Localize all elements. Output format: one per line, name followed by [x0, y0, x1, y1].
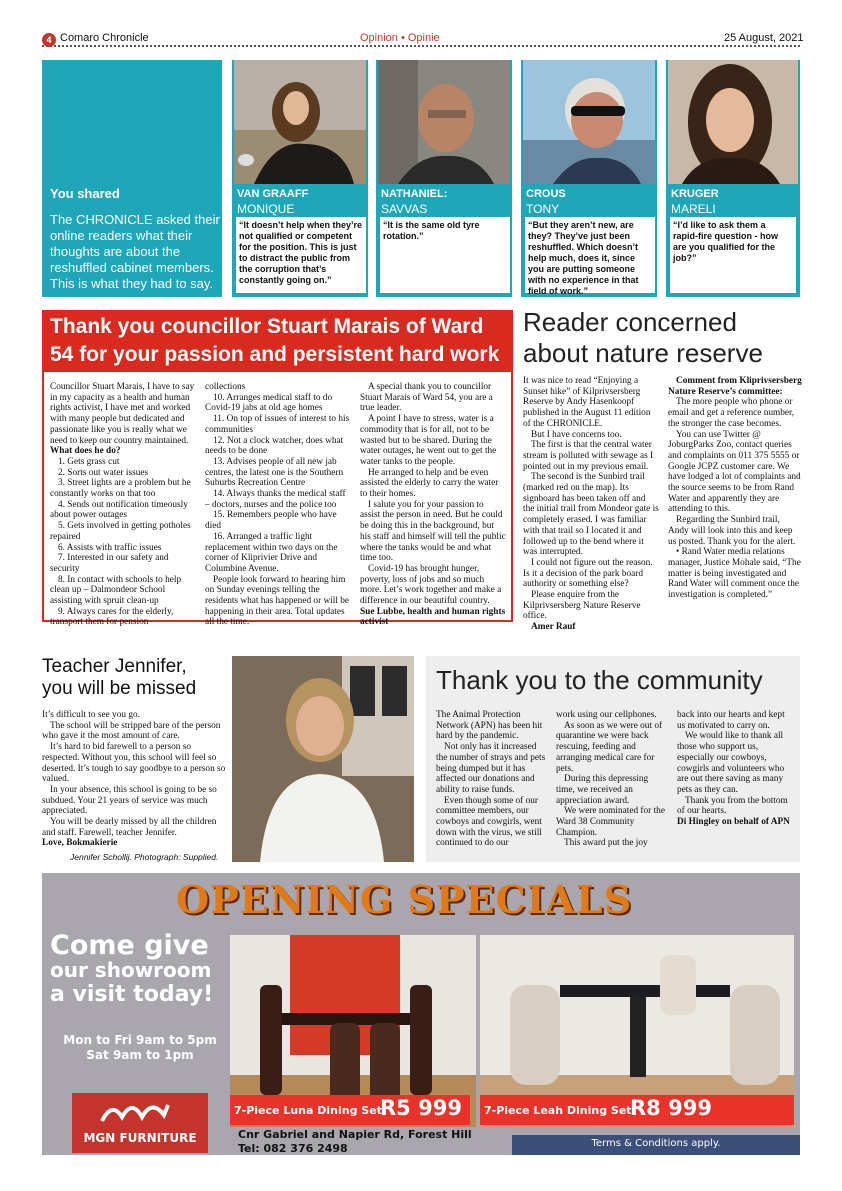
- paragraph: Covid-19 has brought hunger, poverty, loss of jobs and so much more. Let’s work together and make a difference in our beautiful country.: [360, 563, 502, 607]
- photo-van-graaff: [234, 60, 366, 184]
- signature: Love, Bokmakierie: [42, 838, 118, 849]
- paragraph: During this depressing time, we received an appreciation award.: [556, 774, 649, 806]
- publication-name: Comaro Chronicle: [60, 32, 149, 44]
- signature: Sue Lubbe, health and human rights activist: [360, 606, 506, 628]
- person-surname: CROUS: [526, 188, 566, 200]
- paragraph: It’s difficult to see you go.: [42, 710, 140, 720]
- teacher-headline: [42, 656, 222, 700]
- photo-jennifer: [232, 656, 414, 862]
- you-shared-title: You shared: [50, 186, 120, 201]
- paragraph: Regarding the Sunbird trail, Andy will look into this and keep us posted. Thank you for the alert.: [668, 515, 796, 547]
- person-surname: VAN GRAAFF: [237, 188, 309, 200]
- paragraph: The first is that the central water stream is polluted with sewage as I pointed out in my previous email.: [523, 440, 654, 472]
- list-item: 16. Arranged a traffic light replacement within two days on the corner of Kliprivier Drive and Columbine Avenue.: [205, 531, 338, 574]
- photo-kruger: [668, 60, 798, 184]
- reader-column-1: [523, 376, 659, 633]
- community-column-1: [436, 710, 548, 849]
- list-item: 12. Not a clock watcher, does what needs to be done: [205, 435, 344, 457]
- person-firstname: MARELI: [671, 202, 716, 216]
- list-item: collections: [205, 382, 246, 392]
- person-firstname: MONIQUE: [237, 202, 295, 216]
- issue-date: 25 August, 2021: [724, 32, 804, 44]
- list-item: 11. On top of issues of interest to his communities: [205, 414, 350, 435]
- luna-price-bar: [230, 1095, 470, 1125]
- paragraph: Thank you from the bottom of our hearts.: [677, 795, 788, 817]
- person-quote: “It is the same old tyre rotation.”: [380, 217, 510, 293]
- person-firstname: TONY: [526, 202, 560, 216]
- paragraph: Councillor Stuart Marais, I have to say in my capacity as a health and human rights activist, I have met and worked with many people but dedicated and passionate like you is really what we need to keep our country maintained.: [50, 382, 195, 446]
- list-item: 3. Street lights are a problem but he constantly works on that too: [50, 478, 191, 500]
- community-headline: Thank you to the community: [436, 665, 763, 695]
- address-line: Cnr Gabriel and Napier Rd, Forest Hill: [238, 1128, 472, 1141]
- paragraph: People look forward to hearing him on Sunday evenings telling the residents what has happened or will be happening in their area. Total updates all the time.: [205, 574, 350, 628]
- person-surname: NATHANIEL:: [381, 188, 448, 200]
- page-number: 4: [42, 33, 56, 47]
- paragraph: We were nominated for the Ward 38 Community Champion.: [556, 806, 665, 838]
- paragraph: I could not figure out the reason. Is it a decision of the park board authority or something else?: [523, 557, 653, 590]
- paragraph: It’s hard to bid farewell to a person so respected. Without you, this school will feel so deserted. It’s tough to say goodbye to a person so valued.: [42, 742, 226, 785]
- paragraph: This award put the joy: [564, 838, 648, 849]
- teacher-headline-text: Teacher Jennifer, you will be missed: [42, 656, 197, 699]
- paragraph: He arranged to help and be even assisted the elderly to carry the water to their homes.: [360, 467, 499, 500]
- list-item: 2. Sorts out water issues: [58, 467, 149, 478]
- tagline-line-3: a visit today!: [50, 982, 214, 1007]
- paragraph: Please enquire from the Kilprivsersberg Nature Reserve office.: [523, 590, 641, 622]
- list-item: 6. Assists with traffic issues: [58, 542, 162, 553]
- you-shared-intro: The CHRONICLE asked their online readers what their thoughts are about the reshuffled cabinet members. This is what they had to say.: [50, 212, 220, 291]
- teacher-body: [42, 710, 226, 849]
- showroom-address: [238, 1128, 472, 1156]
- leah-label: 7-Piece Leah Dining Set:: [484, 1104, 636, 1117]
- paragraph: Not only has it increased the number of strays and pets being dumped but it has affected our donations and ability to raise funds.: [436, 742, 546, 795]
- paragraph: I salute you for your passion to assist the person in need. But he could be doing this in the background, but his staff and himself will tell the public where the tanks would be and what time too.: [360, 499, 506, 564]
- marais-headline: Thank you councillor Stuart Marais of Ward 54 for your passion and persistent hard work: [50, 315, 500, 366]
- leah-price: R8 999: [630, 1096, 712, 1120]
- opening-hours: [55, 1033, 225, 1063]
- paragraph: back into our hearts and kept us motivated to carry on.: [677, 710, 785, 731]
- photo-nathaniel: [378, 60, 510, 184]
- paragraph: • Rand Water media relations manager, Justice Mohale said, “The matter is being investigated and Rand Water will comment once the investigation is completed.”: [668, 547, 801, 601]
- list-item: 8. In contact with schools to help clean up – Dalmondeor School assisting with spruit clean-up: [50, 574, 182, 607]
- photo-crous: [523, 60, 655, 184]
- paragraph: The Animal Protection Network (APN) has been hit hard by the pandemic.: [436, 710, 543, 742]
- subheading: Comment from Kliprivsersberg Nature Reserve’s committee:: [668, 376, 802, 397]
- advert-tagline: [50, 932, 228, 1008]
- marais-column-2: [205, 382, 351, 628]
- list-item: 1. Gets grass cut: [58, 456, 120, 467]
- section-name: Opinion • Opinie: [360, 32, 440, 44]
- marais-column-3: [360, 382, 506, 628]
- list-item: 14. Always thanks the medical staff – doctors, nurses and the police too: [205, 489, 346, 510]
- list-item: 7. Interested in our safety and security: [50, 553, 169, 574]
- list-item: 9. Always cares for the elderly, transport them for pension: [50, 606, 174, 628]
- paragraph: In your absence, this school is going to be so subdued. Your 21 years of service was much appreciated.: [42, 784, 217, 817]
- paragraph: Even though some of our committee members, our cowboys and cowgirls, went down with the virus, we still continued to do our: [436, 795, 542, 849]
- header-rule: [42, 45, 800, 48]
- marais-column-1: [50, 382, 196, 628]
- photo-caption: Jennifer Schollij. Photograph: Supplied.: [70, 852, 219, 862]
- paragraph: The more people who phone or email and get a reference number, the stronger the case becomes.: [668, 397, 795, 429]
- paragraph: You can use Twitter @ JoburgParks Zoo, contact queries and complaints on 011 375 5555 or Google JCPZ customer care. We have lodged a lot of complaints and the source seems to be from Rand Water and apparently they are attending to this.: [668, 429, 801, 515]
- tagline-line-2: our showroom: [50, 958, 212, 982]
- advert-headline: OPENING SPECIALS: [176, 877, 633, 922]
- person-quote: “It doesn’t help when they’re not qualified or competent for the position. This is just to distract the public from the corruption that’s constantly going on.”: [236, 217, 366, 293]
- list-item: 15. Remembers people who have died: [205, 510, 337, 532]
- paragraph: The second is the Sunbird trail (marked red on the map). Its signboard has been taken off and the initial trail from Mondeor gate is completely erased. I was familiar with that trail so I located it and followed up to the bend where it was interrupted.: [523, 472, 659, 558]
- leah-price-bar: [480, 1095, 794, 1125]
- signature: Amer Rauf: [531, 622, 576, 633]
- paragraph: We would like to thank all those who support us, especially our cowboys, cowgirls and volunteers who are out there saving as many pets as they can.: [677, 731, 785, 795]
- subheading: What does he do?: [50, 446, 121, 457]
- tagline-line-1: Come give: [50, 930, 209, 961]
- hours-weekday: Mon to Fri 9am to 5pm: [63, 1033, 217, 1047]
- person-quote: “But they aren’t new, are they? They’ve just been reshuffled. Which doesn’t help much, does it, since you are putting someone with no experience in that field of work.”: [525, 217, 655, 293]
- community-column-3: [677, 710, 793, 828]
- paragraph: work using our cellphones.: [556, 710, 657, 720]
- terms-text: Terms & Conditions apply.: [591, 1138, 721, 1149]
- logo-text: MGN FURNITURE: [83, 1131, 197, 1145]
- list-item: 5. Gets involved in getting potholes repaired: [50, 521, 191, 542]
- paragraph: But I have concerns too.: [531, 429, 622, 440]
- list-item: 13. Advises people of all new jab centres, the latest one is the Southern Suburbs Recreation Centre: [205, 456, 344, 489]
- hours-saturday: Sat 9am to 1pm: [86, 1048, 194, 1062]
- paragraph: A point I have to stress, water is a commodity that is for all, not to be wasted but to be shared. During the water outages, he went out to get the water tanks to the people.: [360, 414, 497, 467]
- reader-headline: Reader concerned about nature reserve: [523, 307, 763, 368]
- reader-column-2: [668, 376, 802, 601]
- person-surname: KRUGER: [671, 188, 719, 200]
- telephone: Tel: 082 376 2498: [238, 1142, 348, 1155]
- luna-price: R5 999: [380, 1096, 462, 1120]
- paragraph: The school will be stripped bare of the person who gave it the most amount of care.: [42, 720, 221, 742]
- person-firstname: SAVVAS: [381, 202, 428, 216]
- paragraph: A special thank you to councillor Stuart Marais of Ward 54, you are a true leader.: [360, 382, 493, 414]
- paragraph: It was nice to read “Enjoying a Sunset hike” of Kilprivsersberg Reserve by Andy Hasenkoopf published in the August 11 edition of the CHRONICLE.: [523, 376, 651, 429]
- paragraph: You will be dearly missed by all the children and staff. Farewell, teacher Jennifer.: [42, 817, 217, 838]
- list-item: 4. Sends out notification timeously about power outages: [50, 499, 188, 521]
- community-column-2: [556, 710, 668, 849]
- paragraph: As soon as we were out of quarantine we were back rescuing, feeding and arranging medical care for pets.: [556, 720, 663, 774]
- signature: Di Hingley on behalf of APN: [677, 817, 790, 828]
- luna-label: 7-Piece Luna Dining Set:: [234, 1104, 387, 1117]
- list-item: 10. Arranges medical staff to do Covid-19 jabs at old age homes: [205, 392, 333, 414]
- person-quote: “I’d like to ask them a rapid-fire question - how are you qualified for the job?”: [670, 217, 796, 293]
